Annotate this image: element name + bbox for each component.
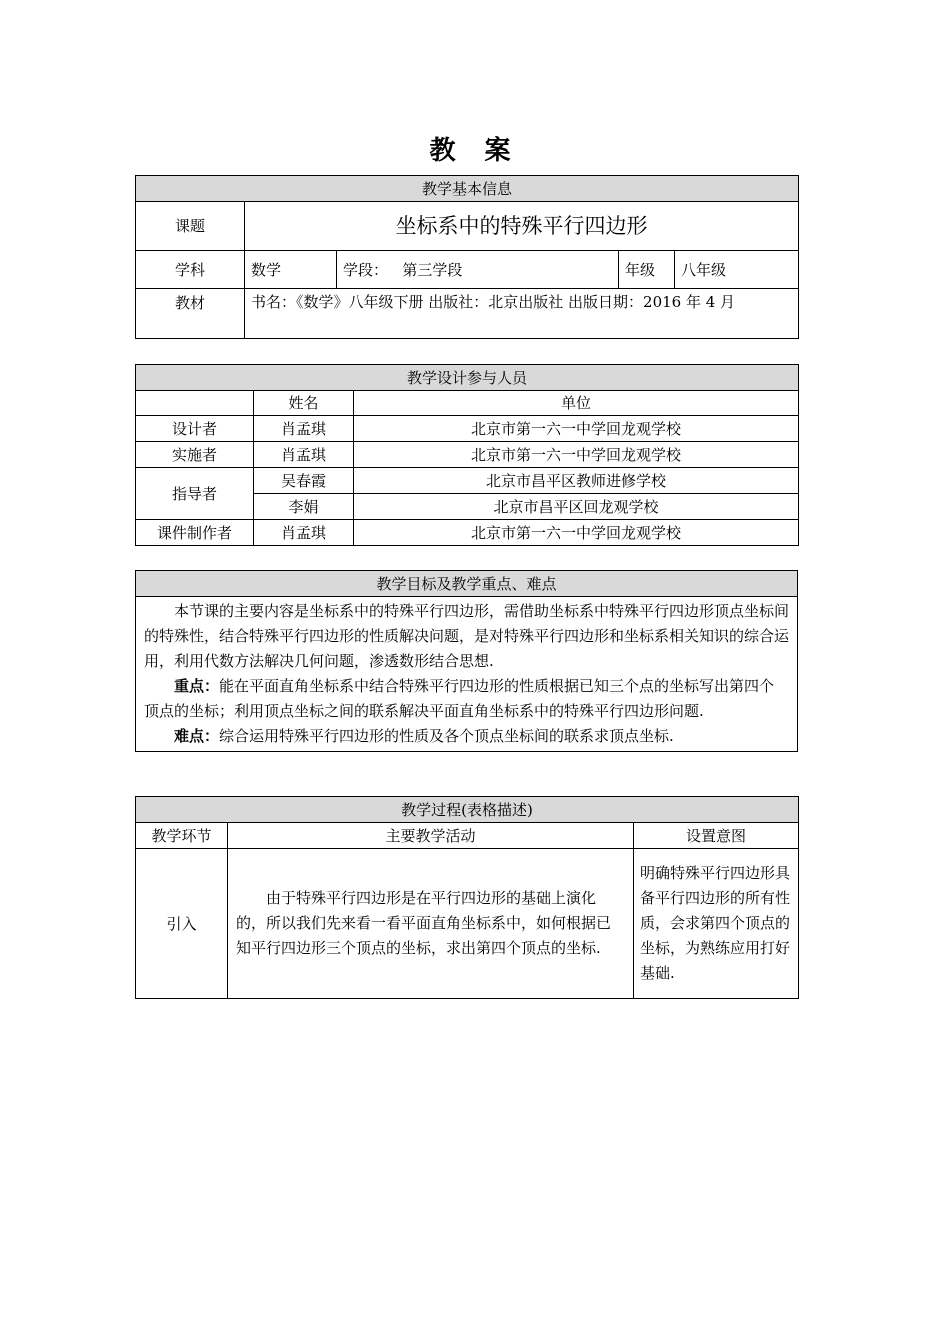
staff-unit: 北京市第一六一中学回龙观学校 — [354, 416, 799, 442]
textbook-value: 书名：《数学》八年级下册 出版社：北京出版社 出版日期：2016 年 4 月 — [245, 289, 799, 339]
staff-role: 实施者 — [136, 442, 254, 468]
staff-blank-cell — [136, 391, 254, 416]
stage-value: 第三学段 — [402, 260, 463, 279]
table-row — [136, 468, 799, 494]
process-activity: 由于特殊平行四边形是在平行四边形的基础上演化的，所以我们先来看一看平面直角坐标系中，如何根据已知平行四边形三个顶点的坐标，求出第四个顶点的坐标. — [236, 889, 612, 957]
process-col-stage: 教学环节 — [136, 823, 228, 849]
grade-label: 年级 — [619, 251, 675, 289]
staff-table — [135, 364, 799, 546]
staff-name: 李娟 — [254, 494, 354, 520]
topic-label: 课题 — [136, 202, 245, 251]
goals-intro: 本节课的主要内容是坐标系中的特殊平行四边形，需借助坐标系中特殊平行四边形顶点坐标间的特殊性，结合特殊平行四边形的性质解决问题，是对特殊平行四边形和坐标系相关知识的综合运用，利用代数方法解决几何问题，渗透数形结合思想. — [144, 602, 790, 670]
basic-info-table — [135, 175, 799, 339]
process-header: 教学过程(表格描述) — [136, 797, 799, 823]
staff-col-name: 姓名 — [254, 391, 354, 416]
textbook-label: 教材 — [136, 289, 245, 339]
process-col-intent: 设置意图 — [634, 823, 799, 849]
staff-role: 设计者 — [136, 416, 254, 442]
stage-label: 学段： — [343, 260, 389, 279]
process-col-activity: 主要教学活动 — [228, 823, 634, 849]
goals-table — [135, 570, 798, 752]
page-title: 教 案 — [429, 136, 521, 166]
table-row — [136, 442, 799, 468]
stage-cell — [337, 251, 619, 289]
key-label: 重点： — [174, 677, 220, 695]
goals-key — [144, 674, 789, 724]
table-row — [136, 416, 799, 442]
staff-unit: 北京市昌平区教师进修学校 — [354, 468, 799, 494]
staff-role: 课件制作者 — [136, 520, 254, 546]
difficult-label: 难点： — [174, 727, 220, 745]
process-table — [135, 796, 799, 999]
staff-role: 指导者 — [136, 468, 254, 520]
key-text: 能在平面直角坐标系中结合特殊平行四边形的性质根据已知三个点的坐标写出第四个顶点的坐标；利用顶点坐标之间的联系解决平面直角坐标系中的特殊平行四边形问题. — [144, 677, 775, 720]
process-intent: 明确特殊平行四边形具备平行四边形的所有性质，会求第四个顶点的坐标，为熟练应用打好基础. — [634, 849, 799, 999]
staff-name: 肖孟琪 — [254, 416, 354, 442]
staff-name: 肖孟琪 — [254, 442, 354, 468]
subject-value: 数学 — [245, 251, 337, 289]
goals-header: 教学目标及教学重点、难点 — [136, 571, 798, 597]
subject-label: 学科 — [136, 251, 245, 289]
staff-unit: 北京市昌平区回龙观学校 — [354, 494, 799, 520]
staff-unit: 北京市第一六一中学回龙观学校 — [354, 442, 799, 468]
table-row — [136, 849, 799, 999]
basic-info-header: 教学基本信息 — [136, 176, 799, 202]
goals-body — [136, 597, 798, 752]
staff-unit: 北京市第一六一中学回龙观学校 — [354, 520, 799, 546]
staff-col-unit: 单位 — [354, 391, 799, 416]
process-stage: 引入 — [136, 849, 228, 999]
process-activity-cell — [228, 849, 634, 999]
staff-name: 吴春霞 — [254, 468, 354, 494]
staff-name: 肖孟琪 — [254, 520, 354, 546]
table-row — [136, 520, 799, 546]
staff-header: 教学设计参与人员 — [136, 365, 799, 391]
difficult-text: 综合运用特殊平行四边形的性质及各个顶点坐标间的联系求顶点坐标. — [219, 727, 674, 745]
topic-value: 坐标系中的特殊平行四边形 — [245, 202, 799, 251]
goals-difficult — [144, 724, 789, 749]
grade-value: 八年级 — [675, 251, 799, 289]
